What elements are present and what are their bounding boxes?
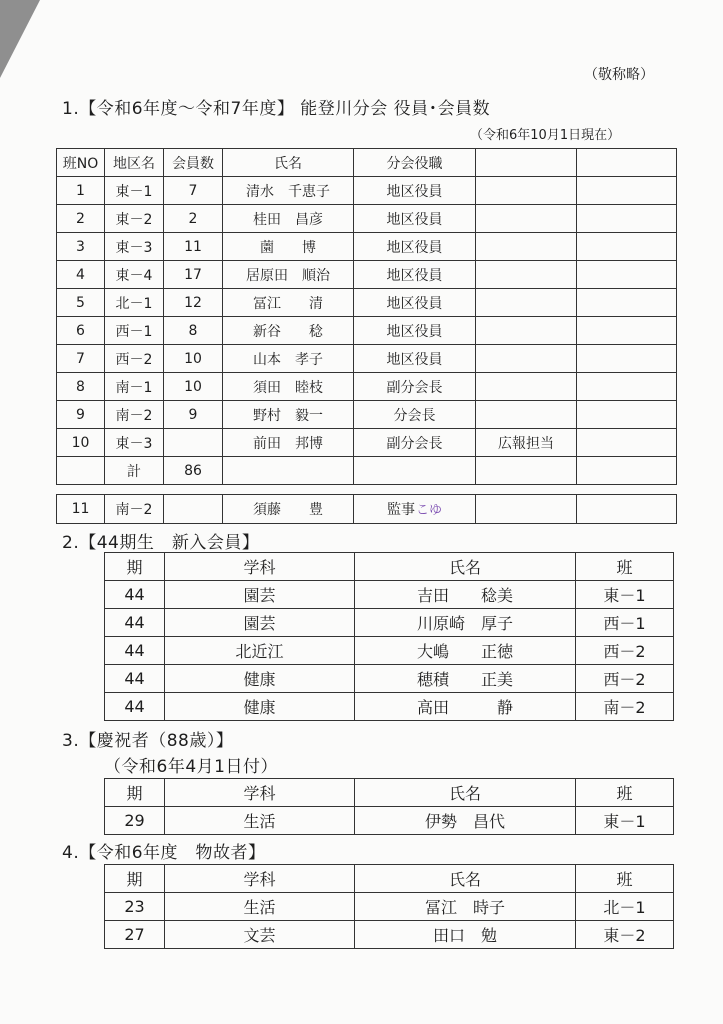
cell-3: 西－2 <box>576 637 674 665</box>
section1-title: 1.【令和6年度～令和7年度】 能登川分会 役員･会員数 <box>62 99 491 119</box>
header-cell-0: 期 <box>105 553 165 581</box>
cell-6 <box>577 233 677 261</box>
cell-1: 東－1 <box>105 177 164 205</box>
cell-5 <box>476 289 577 317</box>
header-cell-3: 氏名 <box>223 149 354 177</box>
cell-5 <box>476 205 577 233</box>
celebrants-body <box>105 779 674 835</box>
cell-6 <box>577 429 677 457</box>
new-members-row <box>105 665 674 693</box>
cell-3: 東－1 <box>576 581 674 609</box>
cell-2: 12 <box>164 289 223 317</box>
header-cell-0: 期 <box>105 865 165 893</box>
header-cell-1: 学科 <box>165 779 355 807</box>
cell-6 <box>577 345 677 373</box>
header-cell-2: 氏名 <box>355 553 576 581</box>
header-cell-2: 氏名 <box>355 865 576 893</box>
cell-5 <box>476 345 577 373</box>
officers-table <box>56 148 677 485</box>
cell-2: 吉田 稔美 <box>355 581 576 609</box>
cell-4: 地区役員 <box>354 289 476 317</box>
cell-5 <box>476 177 577 205</box>
new-members-row <box>105 693 674 721</box>
cell-4: 副分会長 <box>354 429 476 457</box>
celebrants-row <box>105 807 674 835</box>
handwritten-stamp: こゆ <box>415 503 442 518</box>
cell-6 <box>577 205 677 233</box>
cell-1: 北近江 <box>165 637 355 665</box>
header-cell-0: 班NO <box>57 149 105 177</box>
cell-1: 西－2 <box>105 345 164 373</box>
cell-1: 文芸 <box>165 921 355 949</box>
cell-2: 8 <box>164 317 223 345</box>
cell-1: 東－3 <box>105 233 164 261</box>
section3-subtitle: （令和6年4月1日付） <box>104 757 278 777</box>
cell-5: 広報担当 <box>476 429 577 457</box>
section2-title: 2.【44期生 新入会員】 <box>62 533 260 553</box>
header-cell-1: 地区名 <box>105 149 164 177</box>
officers-row <box>57 233 677 261</box>
deceased-row <box>105 893 674 921</box>
cell-2: 穂積 正美 <box>355 665 576 693</box>
cell-area: 南－2 <box>105 495 164 524</box>
cell-0: 27 <box>105 921 165 949</box>
cell-0: 5 <box>57 289 105 317</box>
deceased-header-row <box>105 865 674 893</box>
cell-4: 地区役員 <box>354 233 476 261</box>
header-cell-3: 班 <box>576 553 674 581</box>
cell-0: 7 <box>57 345 105 373</box>
cell-0: 44 <box>105 609 165 637</box>
cell-1: 健康 <box>165 665 355 693</box>
cell-0: 44 <box>105 581 165 609</box>
cell-6 <box>577 373 677 401</box>
cell-count <box>164 495 223 524</box>
header-cell-1: 学科 <box>165 865 355 893</box>
header-cell-2: 会員数 <box>164 149 223 177</box>
cell-2: 7 <box>164 177 223 205</box>
officers-table-body <box>57 149 677 485</box>
new-members-table <box>104 552 674 721</box>
cell-1: 園芸 <box>165 581 355 609</box>
officers-row <box>57 401 677 429</box>
cell-no: 11 <box>57 495 105 524</box>
scan-corner-shadow <box>0 0 40 78</box>
cell-4: 地区役員 <box>354 345 476 373</box>
cell-0: 3 <box>57 233 105 261</box>
new-members-row <box>105 581 674 609</box>
header-cell-1: 学科 <box>165 553 355 581</box>
cell-5 <box>476 457 577 485</box>
cell-0: 1 <box>57 177 105 205</box>
cell-0: 44 <box>105 665 165 693</box>
header-cell-3: 班 <box>576 779 674 807</box>
new-members-row <box>105 637 674 665</box>
header-cell-3: 班 <box>576 865 674 893</box>
cell-1: 生活 <box>165 893 355 921</box>
cell-3: 居原田 順治 <box>223 261 354 289</box>
cell-3: 北－1 <box>576 893 674 921</box>
cell-3: 山本 孝子 <box>223 345 354 373</box>
cell-extra-2 <box>577 495 677 524</box>
cell-4: 地区役員 <box>354 317 476 345</box>
cell-0: 44 <box>105 693 165 721</box>
header-cell-2: 氏名 <box>355 779 576 807</box>
officers-row <box>57 177 677 205</box>
cell-2: 高田 静 <box>355 693 576 721</box>
deceased-row <box>105 921 674 949</box>
cell-1: 健康 <box>165 693 355 721</box>
cell-3: 西－1 <box>576 609 674 637</box>
new-members-body <box>105 553 674 721</box>
cell-3: 清水 千恵子 <box>223 177 354 205</box>
cell-4: 地区役員 <box>354 261 476 289</box>
cell-3: 薗 博 <box>223 233 354 261</box>
cell-1: 東－3 <box>105 429 164 457</box>
officers-row <box>57 457 677 485</box>
cell-5 <box>476 401 577 429</box>
cell-3: 前田 邦博 <box>223 429 354 457</box>
cell-0: 44 <box>105 637 165 665</box>
header-cell-5 <box>476 149 577 177</box>
cell-4: 地区役員 <box>354 177 476 205</box>
cell-5 <box>476 233 577 261</box>
cell-2: 伊勢 昌代 <box>355 807 576 835</box>
cell-2: 2 <box>164 205 223 233</box>
header-cell-6 <box>577 149 677 177</box>
officers-row <box>57 261 677 289</box>
cell-2: 11 <box>164 233 223 261</box>
cell-2: 17 <box>164 261 223 289</box>
cell-6 <box>577 401 677 429</box>
cell-2: 川原崎 厚子 <box>355 609 576 637</box>
cell-4: 地区役員 <box>354 205 476 233</box>
cell-0: 29 <box>105 807 165 835</box>
cell-2: 田口 勉 <box>355 921 576 949</box>
officers-row <box>57 373 677 401</box>
cell-5 <box>476 261 577 289</box>
cell-3: 東－2 <box>576 921 674 949</box>
cell-1: 東－4 <box>105 261 164 289</box>
cell-3 <box>223 457 354 485</box>
cell-1: 計 <box>105 457 164 485</box>
officers-extra-row <box>57 495 677 524</box>
new-members-header-row <box>105 553 674 581</box>
cell-6 <box>577 317 677 345</box>
cell-0: 23 <box>105 893 165 921</box>
role-text: 監事 <box>386 502 415 518</box>
cell-2: 86 <box>164 457 223 485</box>
cell-6 <box>577 261 677 289</box>
cell-0: 8 <box>57 373 105 401</box>
cell-0: 6 <box>57 317 105 345</box>
cell-1: 北－1 <box>105 289 164 317</box>
deceased-body <box>105 865 674 949</box>
section1-date: （令和6年10月1日現在） <box>470 128 621 143</box>
officers-extra-table <box>56 494 677 524</box>
cell-5 <box>476 373 577 401</box>
new-members-row <box>105 609 674 637</box>
cell-name: 須藤 豊 <box>223 495 354 524</box>
officers-row <box>57 205 677 233</box>
cell-3: 冨江 清 <box>223 289 354 317</box>
cell-3: 南－2 <box>576 693 674 721</box>
cell-2: 10 <box>164 345 223 373</box>
cell-0: 4 <box>57 261 105 289</box>
cell-3: 西－2 <box>576 665 674 693</box>
cell-1: 東－2 <box>105 205 164 233</box>
cell-0 <box>57 457 105 485</box>
cell-0: 2 <box>57 205 105 233</box>
celebrants-header-row <box>105 779 674 807</box>
officers-row <box>57 317 677 345</box>
cell-1: 園芸 <box>165 609 355 637</box>
cell-2: 大嶋 正徳 <box>355 637 576 665</box>
officers-header-row <box>57 149 677 177</box>
officers-row <box>57 345 677 373</box>
cell-2: 9 <box>164 401 223 429</box>
cell-6 <box>577 177 677 205</box>
cell-0: 9 <box>57 401 105 429</box>
cell-3: 新谷 稔 <box>223 317 354 345</box>
cell-extra-1 <box>476 495 577 524</box>
cell-0: 10 <box>57 429 105 457</box>
cell-1: 南－2 <box>105 401 164 429</box>
cell-5 <box>476 317 577 345</box>
honorific-note: （敬称略） <box>584 67 654 83</box>
cell-3: 東－1 <box>576 807 674 835</box>
officers-row <box>57 289 677 317</box>
section4-title: 4.【令和6年度 物故者】 <box>62 843 266 863</box>
cell-4 <box>354 457 476 485</box>
section3-title: 3.【慶祝者（88歳）】 <box>62 731 234 751</box>
deceased-table <box>104 864 674 949</box>
officers-row <box>57 429 677 457</box>
cell-2: 冨江 時子 <box>355 893 576 921</box>
header-cell-4: 分会役職 <box>354 149 476 177</box>
header-cell-0: 期 <box>105 779 165 807</box>
cell-4: 分会長 <box>354 401 476 429</box>
cell-role <box>354 495 476 524</box>
cell-3: 須田 睦枝 <box>223 373 354 401</box>
cell-3: 桂田 昌彦 <box>223 205 354 233</box>
cell-6 <box>577 457 677 485</box>
cell-6 <box>577 289 677 317</box>
cell-3: 野村 毅一 <box>223 401 354 429</box>
cell-1: 生活 <box>165 807 355 835</box>
cell-2: 10 <box>164 373 223 401</box>
cell-1: 南－1 <box>105 373 164 401</box>
cell-2 <box>164 429 223 457</box>
cell-1: 西－1 <box>105 317 164 345</box>
celebrants-table <box>104 778 674 835</box>
cell-4: 副分会長 <box>354 373 476 401</box>
